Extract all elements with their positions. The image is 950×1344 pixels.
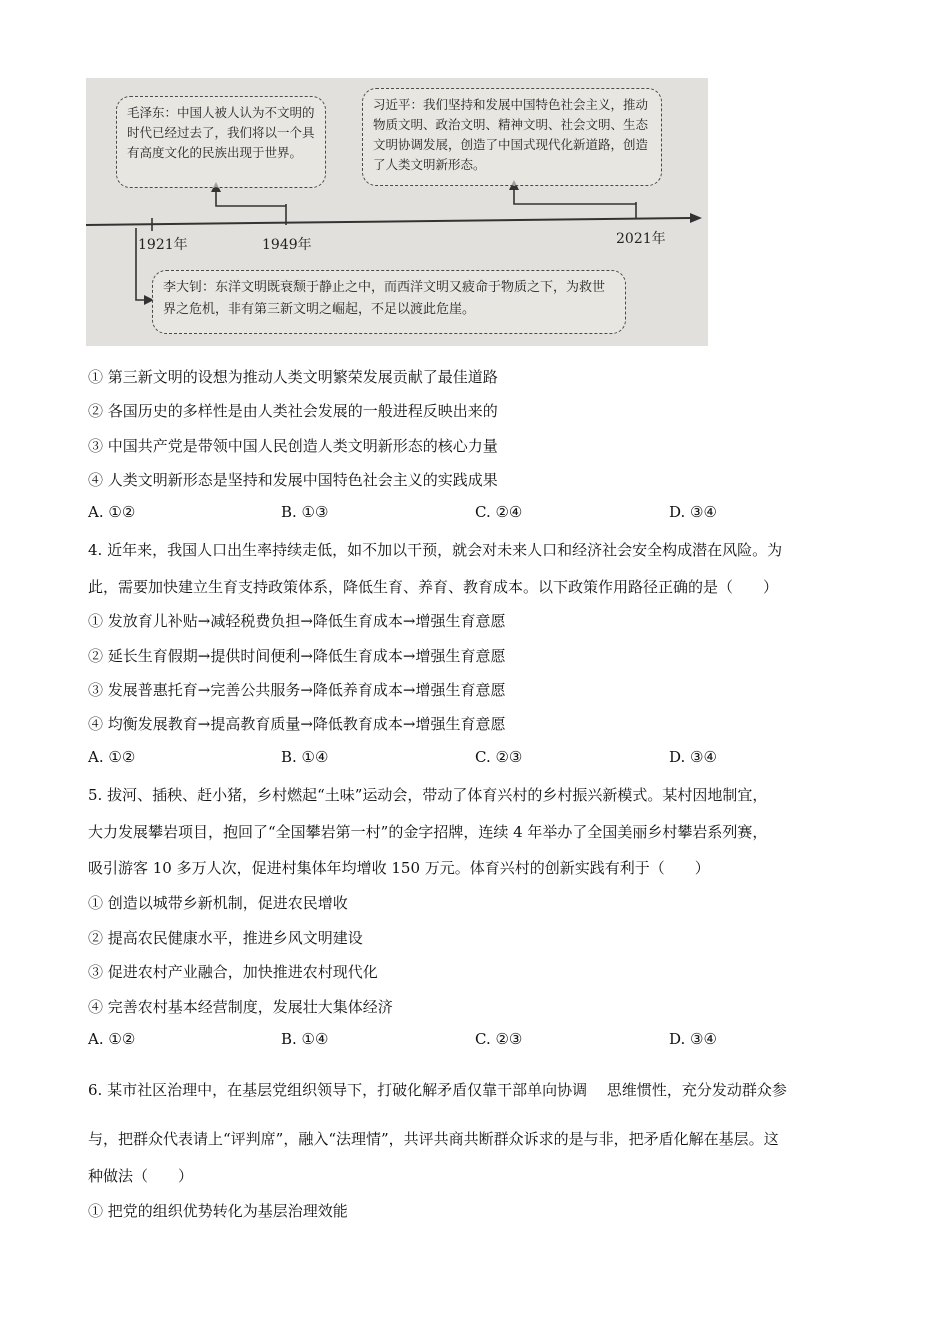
- q5-item-4: ④ 完善农村基本经营制度，发展壮大集体经济: [88, 998, 393, 1016]
- q4-stem-line1: 4. 近年来，我国人口出生率持续走低，如不加以干预，就会对未来人口和经济社会安全构成潜在风险。为: [88, 541, 783, 559]
- q6-stem-line3: 种做法（ ）: [88, 1167, 194, 1185]
- q6-stem-line2: 与，把群众代表请上“评判席”，融入“法理情”，共评共商共断群众诉求的是与非，把矛盾化解在基层。这: [88, 1130, 779, 1148]
- q4-item-4: ④ 均衡发展教育→提高教育质量→降低教育成本→增强生育意愿: [88, 715, 506, 733]
- li-quote-bubble: 李大钊：东洋文明既衰颓于静止之中，而西洋文明又疲命于物质之下，为救世界之危机，非有第三新文明之崛起，不足以渡此危崖。: [152, 270, 626, 334]
- q5-options: [88, 1030, 788, 1052]
- q4-item-3: ③ 发展普惠托育→完善公共服务→降低养育成本→增强生育意愿: [88, 681, 506, 699]
- q4-option-a[interactable]: A. ①②: [88, 748, 136, 766]
- q6-stem-line1: 6. 某市社区治理中，在基层党组织领导下，打破化解矛盾仅靠干部单向协调 思维惯性，充分发动群众参: [88, 1081, 787, 1099]
- q3-option-d[interactable]: D. ③④: [669, 503, 717, 521]
- q4-option-d[interactable]: D. ③④: [669, 748, 717, 766]
- q3-option-c[interactable]: C. ②④: [475, 503, 523, 521]
- timeline-axis: [86, 218, 690, 225]
- q3-item-4: ④ 人类文明新形态是坚持和发展中国特色社会主义的实践成果: [88, 471, 498, 489]
- q4-stem-line2: 此，需要加快建立生育支持政策体系，降低生育、养育、教育成本。以下政策作用路径正确的是（ ）: [88, 578, 779, 596]
- q4-options: [88, 748, 788, 770]
- q3-option-b[interactable]: B. ①③: [281, 503, 329, 521]
- year-1949: 1949年: [262, 237, 312, 253]
- connector-2021: [514, 188, 636, 204]
- timeline-arrowhead: [690, 213, 702, 223]
- q5-item-1: ① 创造以城带乡新机制，促进农民增收: [88, 894, 348, 912]
- q5-stem-line1: 5. 拔河、插秧、赶小猪，乡村燃起“土味”运动会，带动了体育兴村的乡村振兴新模式。某村因地制宜，: [88, 786, 768, 804]
- connector-1949: [216, 190, 286, 206]
- q5-item-2: ② 提高农民健康水平，推进乡风文明建设: [88, 929, 363, 947]
- q5-option-c[interactable]: C. ②③: [475, 1030, 523, 1048]
- q3-item-1: ① 第三新文明的设想为推动人类文明繁荣发展贡献了最佳道路: [88, 368, 498, 386]
- q3-options: [88, 503, 788, 525]
- q3-option-a[interactable]: A. ①②: [88, 503, 136, 521]
- q4-option-c[interactable]: C. ②③: [475, 748, 523, 766]
- q5-stem-line3: 吸引游客 10 多万人次，促进村集体年均增收 150 万元。体育兴村的创新实践有利于（ ）: [88, 859, 710, 877]
- q6-item-1: ① 把党的组织优势转化为基层治理效能: [88, 1202, 348, 1220]
- q4-item-2: ② 延长生育假期→提供时间便利→降低生育成本→增强生育意愿: [88, 647, 506, 665]
- q5-option-d[interactable]: D. ③④: [669, 1030, 717, 1048]
- q5-stem-line2: 大力发展攀岩项目，抱回了“全国攀岩第一村”的金字招牌，连续 4 年举办了全国美丽乡村攀岩系列赛，: [88, 823, 768, 841]
- q4-item-1: ① 发放育儿补贴→减轻税费负担→降低生育成本→增强生育意愿: [88, 612, 506, 630]
- q5-option-a[interactable]: A. ①②: [88, 1030, 136, 1048]
- q3-item-2: ② 各国历史的多样性是由人类社会发展的一般进程反映出来的: [88, 402, 498, 420]
- q5-item-3: ③ 促进农村产业融合，加快推进农村现代化: [88, 963, 378, 981]
- timeline-figure: [86, 78, 708, 346]
- q4-option-b[interactable]: B. ①④: [281, 748, 329, 766]
- year-1921: 1921年: [138, 237, 188, 253]
- q5-option-b[interactable]: B. ①④: [281, 1030, 329, 1048]
- year-2021: 2021年: [616, 231, 666, 247]
- xi-quote-bubble: 习近平：我们坚持和发展中国特色社会主义，推动物质文明、政治文明、精神文明、社会文明、生态文明协调发展，创造了中国式现代化新道路，创造了人类文明新形态。: [362, 88, 662, 186]
- mao-quote-bubble: 毛泽东：中国人被人认为不文明的时代已经过去了，我们将以一个具有高度文化的民族出现于世界。: [116, 96, 326, 188]
- q3-item-3: ③ 中国共产党是带领中国人民创造人类文明新形态的核心力量: [88, 437, 498, 455]
